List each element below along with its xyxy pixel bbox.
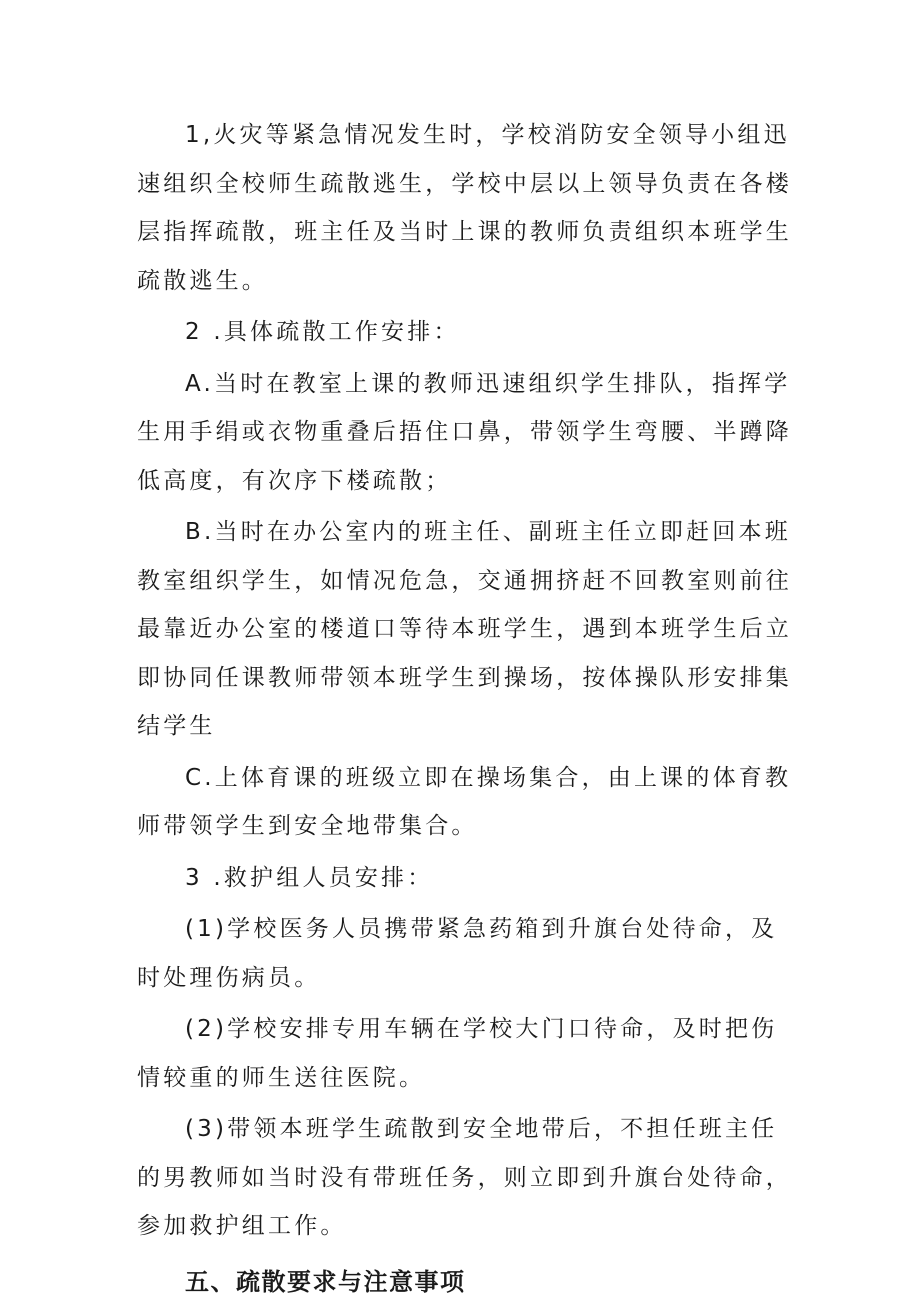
- paragraph-item-a: A.当时在教室上课的教师迅速组织学生排队，指挥学生用手绢或衣物重叠后捂住口鼻，带领学生弯腰、半蹲降低高度，有次序下楼疏散；: [137, 360, 793, 506]
- paragraph-rescue-arrangement-title: 3 .救护组人员安排：: [137, 854, 793, 903]
- paragraph-rescue-item-3: (3)带领本班学生疏散到安全地带后，不担任班主任的男教师如当时没有带班任务，则立即到升旗台处待命，参加救护组工作。: [137, 1105, 793, 1251]
- paragraph-item-c: C.上体育课的班级立即在操场集合，由上课的体育教师带领学生到安全地带集合。: [137, 754, 793, 851]
- document-body: [137, 111, 793, 1306]
- paragraph-item-b: B.当时在办公室内的班主任、副班主任立即赶回本班教室组织学生，如情况危急，交通拥挤赶不回教室则前往最靠近办公室的楼道口等待本班学生，遇到本班学生后立即协同任课教师带领本班学生到操场，按体操队形安排集结学生: [137, 508, 793, 751]
- paragraph-fire-emergency-organization: 1,火灾等紧急情况发生时，学校消防安全领导小组迅速组织全校师生疏散逃生，学校中层以上领导负责在各楼层指挥疏散，班主任及当时上课的教师负责组织本班学生疏散逃生。: [137, 111, 793, 305]
- paragraph-rescue-item-2: (2)学校安排专用车辆在学校大门口待命，及时把伤情较重的师生送往医院。: [137, 1005, 793, 1102]
- paragraph-evacuation-arrangement-title: 2 .具体疏散工作安排：: [137, 308, 793, 357]
- section-heading: 五、疏散要求与注意事项: [137, 1254, 793, 1306]
- paragraph-rescue-item-1: (1)学校医务人员携带紧急药箱到升旗台处待命，及时处理伤病员。: [137, 905, 793, 1002]
